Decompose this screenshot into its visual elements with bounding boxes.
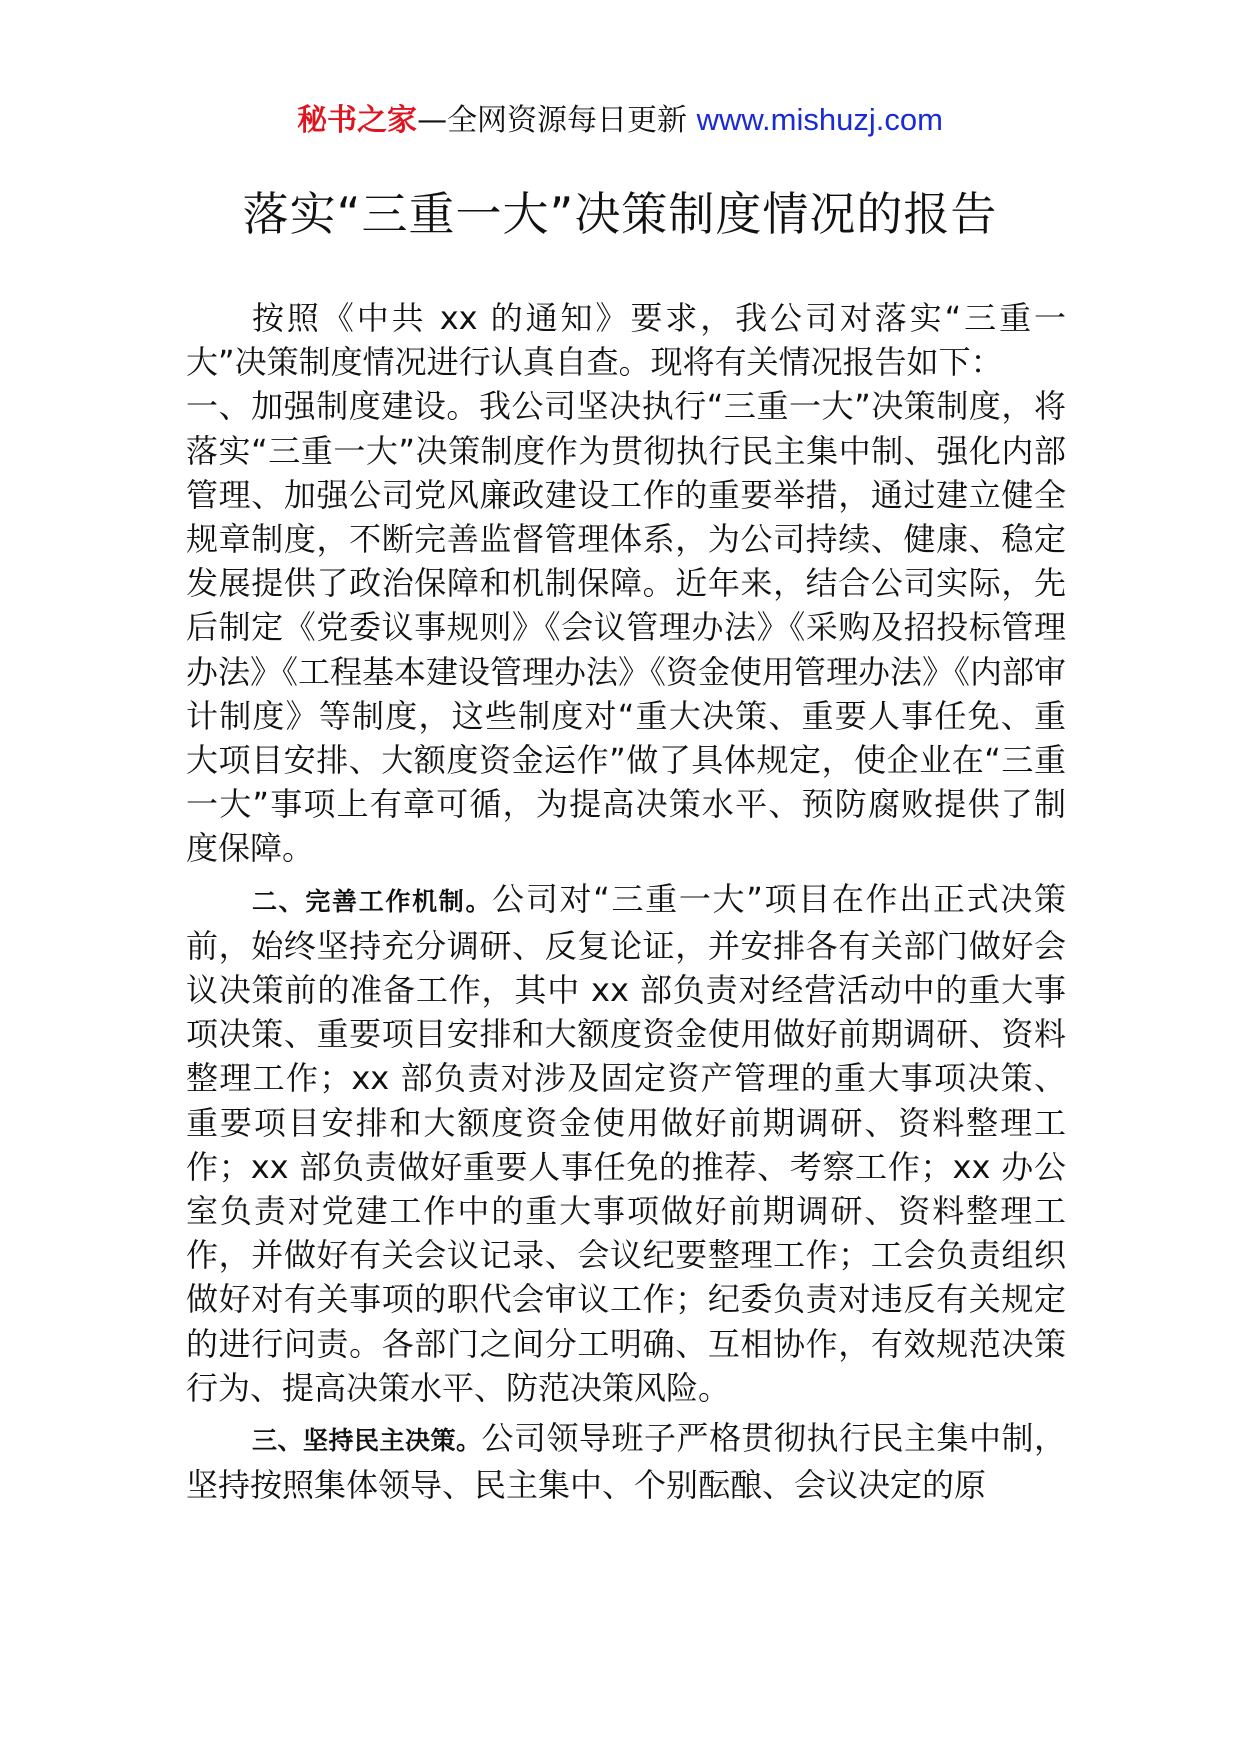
section-2-paragraph xyxy=(186,877,1066,1410)
section-2-text: 公司对“三重一大”项目在作出正式决策前，始终坚持充分调研、反复论证，并安排各有关部门做好会议决策前的准备工作，其中 xx 部负责对经营活动中的重大事项决策、重要项目安排和大额度资金使用做好前期调研、资料整理工作；xx 部负责对涉及固定资产管理的重大事项决策、重要项目安排和大额度资金使用做好前期调研、资料整理工作；xx 部负责做好重要人事任免的推荐、考察工作；xx 办公室负责对党建工作中的重大事项做好前期调研、资料整理工作，并做好有关会议记录、会议纪要整理工作；工会负责组织做好对有关事项的职代会审议工作；纪委负责对违反有关规定的进行问责。各部门之间分工明确、互相协作，有效规范决策行为、提高决策水平、防范决策风险。 xyxy=(186,879,1066,1407)
section-1-paragraph xyxy=(186,384,1066,870)
section-3-text: 公司领导班子严格贯彻执行民主集中制，坚持按照集体领导、民主集中、个别酝酿、会议决定的原 xyxy=(186,1419,1066,1505)
section-2-heading: 二、完善工作机制。 xyxy=(252,886,493,916)
document-title: 落实“三重一大”决策制度情况的报告 xyxy=(242,187,998,241)
site-tagline: —全网资源每日更新 xyxy=(417,103,697,138)
site-banner xyxy=(0,100,1240,141)
section-3-paragraph xyxy=(186,1416,1066,1507)
section-1-text: 我公司坚决执行“三重一大”决策制度，将落实“三重一大”决策制度作为贯彻执行民主集中制、强化内部管理、加强公司党风廉政建设工作的重要举措，通过建立健全规章制度，不断完善监督管理体系，为公司持续、健康、稳定发展提供了政治保障和机制保障。近年来，结合公司实际，先后制定《党委议事规则》《会议管理办法》《采购及招投标管理办法》《工程基本建设管理办法》《资金使用管理办法》《内部审计制度》等制度，这些制度对“重大决策、重要人事任免、重大项目安排、大额度资金运作”做了具体规定，使企业在“三重一大”事项上有章可循，为提高决策水平、预防腐败提供了制度保障。 xyxy=(186,387,1067,868)
section-1-heading: 一、加强制度建设。 xyxy=(186,387,479,426)
site-brand-name: 秘书之家 xyxy=(297,103,418,138)
intro-paragraph: 按照《中共 xx 的通知》要求，我公司对落实“三重一大”决策制度情况进行认真自查。现将有关情况报告如下： xyxy=(186,299,1066,382)
section-3-heading: 三、坚持民主决策。 xyxy=(252,1426,482,1456)
document-body xyxy=(186,296,1066,1507)
site-url-link[interactable]: www.mishuzj.com xyxy=(696,102,943,137)
